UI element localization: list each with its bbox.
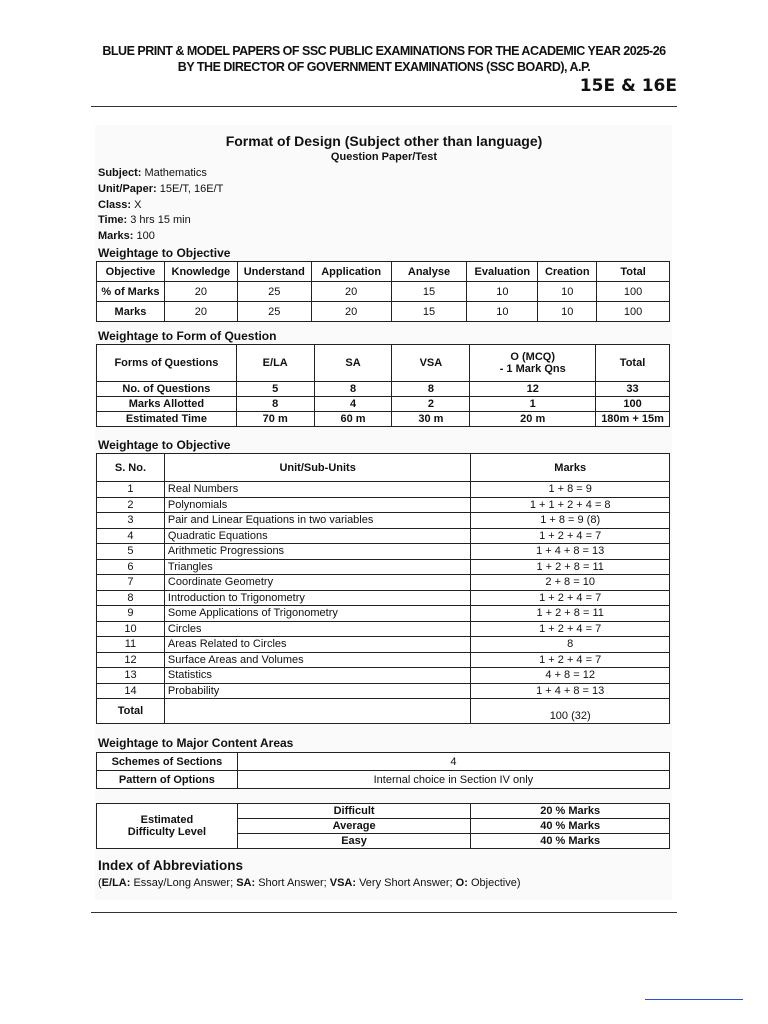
serial-cell: 5 xyxy=(97,544,165,560)
paper-code: 15E & 16E xyxy=(579,76,677,96)
marks-cell: 1 + 2 + 4 = 7 xyxy=(471,652,670,668)
table-row: No. of Questions 5 8 8 12 33 xyxy=(97,382,670,397)
table-row xyxy=(97,513,670,529)
serial-cell: 12 xyxy=(97,652,165,668)
unit-cell: Triangles xyxy=(164,559,470,575)
serial-cell: 6 xyxy=(97,559,165,575)
unit-cell: Surface Areas and Volumes xyxy=(164,652,470,668)
top-rule xyxy=(91,106,677,107)
serial-cell: 8 xyxy=(97,590,165,606)
objective-table xyxy=(96,261,670,322)
col-header: Understand xyxy=(237,262,311,282)
table-row xyxy=(97,528,670,544)
col-header: Marks xyxy=(471,454,670,482)
col-header: VSA xyxy=(392,345,470,382)
serial-cell: 1 xyxy=(97,482,165,498)
page-title: Format of Design (Subject other than language) xyxy=(225,133,543,149)
table-row xyxy=(97,482,670,498)
table-row xyxy=(97,652,670,668)
unit-cell: Real Numbers xyxy=(164,482,470,498)
table-row xyxy=(97,544,670,560)
unit-cell: Coordinate Geometry xyxy=(164,575,470,591)
marks-cell: 1 + 1 + 2 + 4 = 8 xyxy=(471,497,670,513)
objective-heading: Weightage to Objective xyxy=(98,246,231,260)
content-heading: Weightage to Major Content Areas xyxy=(98,736,294,750)
col-header: Knowledge xyxy=(164,262,237,282)
col-header: Objective xyxy=(97,262,165,282)
abbreviations: (E/LA: Essay/Long Answer; SA: Short Answer; VSA: Very Short Answer; O: Objective) xyxy=(98,877,521,889)
unit-cell: Polynomials xyxy=(164,497,470,513)
marks-cell: 1 + 4 + 8 = 13 xyxy=(471,544,670,560)
table-row: % of Marks 20 25 20 15 10 10 100 xyxy=(97,282,670,302)
index-heading: Index of Abbreviations xyxy=(98,858,244,873)
serial-cell: 14 xyxy=(97,683,165,699)
meta-unit: Unit/Paper: 15E/T, 16E/T xyxy=(98,183,224,195)
units-heading: Weightage to Objective xyxy=(98,438,231,452)
unit-cell: Areas Related to Circles xyxy=(164,637,470,653)
col-header: S. No. xyxy=(97,454,165,482)
table-row xyxy=(97,606,670,622)
unit-cell: Statistics xyxy=(164,668,470,684)
content-table xyxy=(96,752,670,789)
total-row: Total 100 (32) xyxy=(97,699,670,724)
col-header: Analyse xyxy=(391,262,467,282)
table-row xyxy=(97,559,670,575)
table-row: Estimated Time 70 m 60 m 30 m 20 m 180m + 15m xyxy=(97,412,670,427)
header-line-2: BY THE DIRECTOR OF GOVERNMENT EXAMINATIONS (SSC BOARD), A.P. xyxy=(177,60,591,74)
col-header: O (MCQ) - 1 Mark Qns xyxy=(470,345,596,382)
marks-cell: 1 + 8 = 9 (8) xyxy=(471,513,670,529)
col-header: Total xyxy=(597,262,670,282)
form-table xyxy=(96,344,670,427)
table-row: Estimated Difficulty Level Difficult 20 % Marks xyxy=(97,804,670,819)
table-row xyxy=(97,590,670,606)
serial-cell: 4 xyxy=(97,528,165,544)
col-header: Creation xyxy=(538,262,597,282)
table-row: Schemes of Sections 4 xyxy=(97,753,670,771)
difficulty-label: Estimated Difficulty Level xyxy=(97,804,238,849)
meta-marks: Marks: 100 xyxy=(98,230,155,242)
marks-cell: 1 + 2 + 4 = 7 xyxy=(471,590,670,606)
marks-cell: 1 + 4 + 8 = 13 xyxy=(471,683,670,699)
marks-cell: 1 + 8 = 9 xyxy=(471,482,670,498)
units-table xyxy=(96,453,670,724)
bottom-rule xyxy=(91,912,677,913)
serial-cell: 13 xyxy=(97,668,165,684)
marks-cell: 4 + 8 = 12 xyxy=(471,668,670,684)
serial-cell: 3 xyxy=(97,513,165,529)
marks-cell: 1 + 2 + 8 = 11 xyxy=(471,559,670,575)
table-row: Marks Allotted 8 4 2 1 100 xyxy=(97,397,670,412)
marks-cell: 1 + 2 + 4 = 7 xyxy=(471,621,670,637)
table-row xyxy=(97,497,670,513)
difficulty-table xyxy=(96,803,670,849)
unit-cell: Arithmetic Progressions xyxy=(164,544,470,560)
unit-cell: Pair and Linear Equations in two variables xyxy=(164,513,470,529)
table-row xyxy=(97,621,670,637)
marks-cell: 1 + 2 + 4 = 7 xyxy=(471,528,670,544)
serial-cell: 2 xyxy=(97,497,165,513)
meta-class: Class: X xyxy=(98,199,142,211)
unit-cell: Circles xyxy=(164,621,470,637)
serial-cell: 10 xyxy=(97,621,165,637)
unit-cell: Some Applications of Trigonometry xyxy=(164,606,470,622)
table-row xyxy=(97,668,670,684)
marks-cell: 1 + 2 + 8 = 11 xyxy=(471,606,670,622)
marks-cell: 2 + 8 = 10 xyxy=(471,575,670,591)
col-header: Application xyxy=(311,262,391,282)
table-row xyxy=(97,637,670,653)
table-row xyxy=(97,683,670,699)
table-row: Marks 20 25 20 15 10 10 100 xyxy=(97,302,670,322)
form-heading: Weightage to Form of Question xyxy=(98,329,277,343)
serial-cell: 11 xyxy=(97,637,165,653)
col-header: SA xyxy=(314,345,392,382)
page-subtitle: Question Paper/Test xyxy=(330,151,438,163)
meta-subject: Subject: Mathematics xyxy=(98,167,207,179)
col-header: Forms of Questions xyxy=(97,345,237,382)
col-header: Unit/Sub-Units xyxy=(164,454,470,482)
col-header: E/LA xyxy=(236,345,314,382)
marks-cell: 8 xyxy=(471,637,670,653)
header-line-1: BLUE PRINT & MODEL PAPERS OF SSC PUBLIC EXAMINATIONS FOR THE ACADEMIC YEAR 2025-26 xyxy=(102,44,666,58)
page-link-underline[interactable] xyxy=(645,999,743,1000)
meta-time: Time: 3 hrs 15 min xyxy=(98,214,191,226)
unit-cell: Quadratic Equations xyxy=(164,528,470,544)
unit-cell: Probability xyxy=(164,683,470,699)
unit-cell: Introduction to Trigonometry xyxy=(164,590,470,606)
table-row: Average 40 % Marks xyxy=(97,819,670,834)
table-row xyxy=(97,575,670,591)
table-row: Pattern of Options Internal choice in Section IV only xyxy=(97,771,670,789)
col-header: Total xyxy=(596,345,670,382)
col-header: Evaluation xyxy=(467,262,538,282)
serial-cell: 7 xyxy=(97,575,165,591)
serial-cell: 9 xyxy=(97,606,165,622)
table-row: Easy 40 % Marks xyxy=(97,834,670,849)
